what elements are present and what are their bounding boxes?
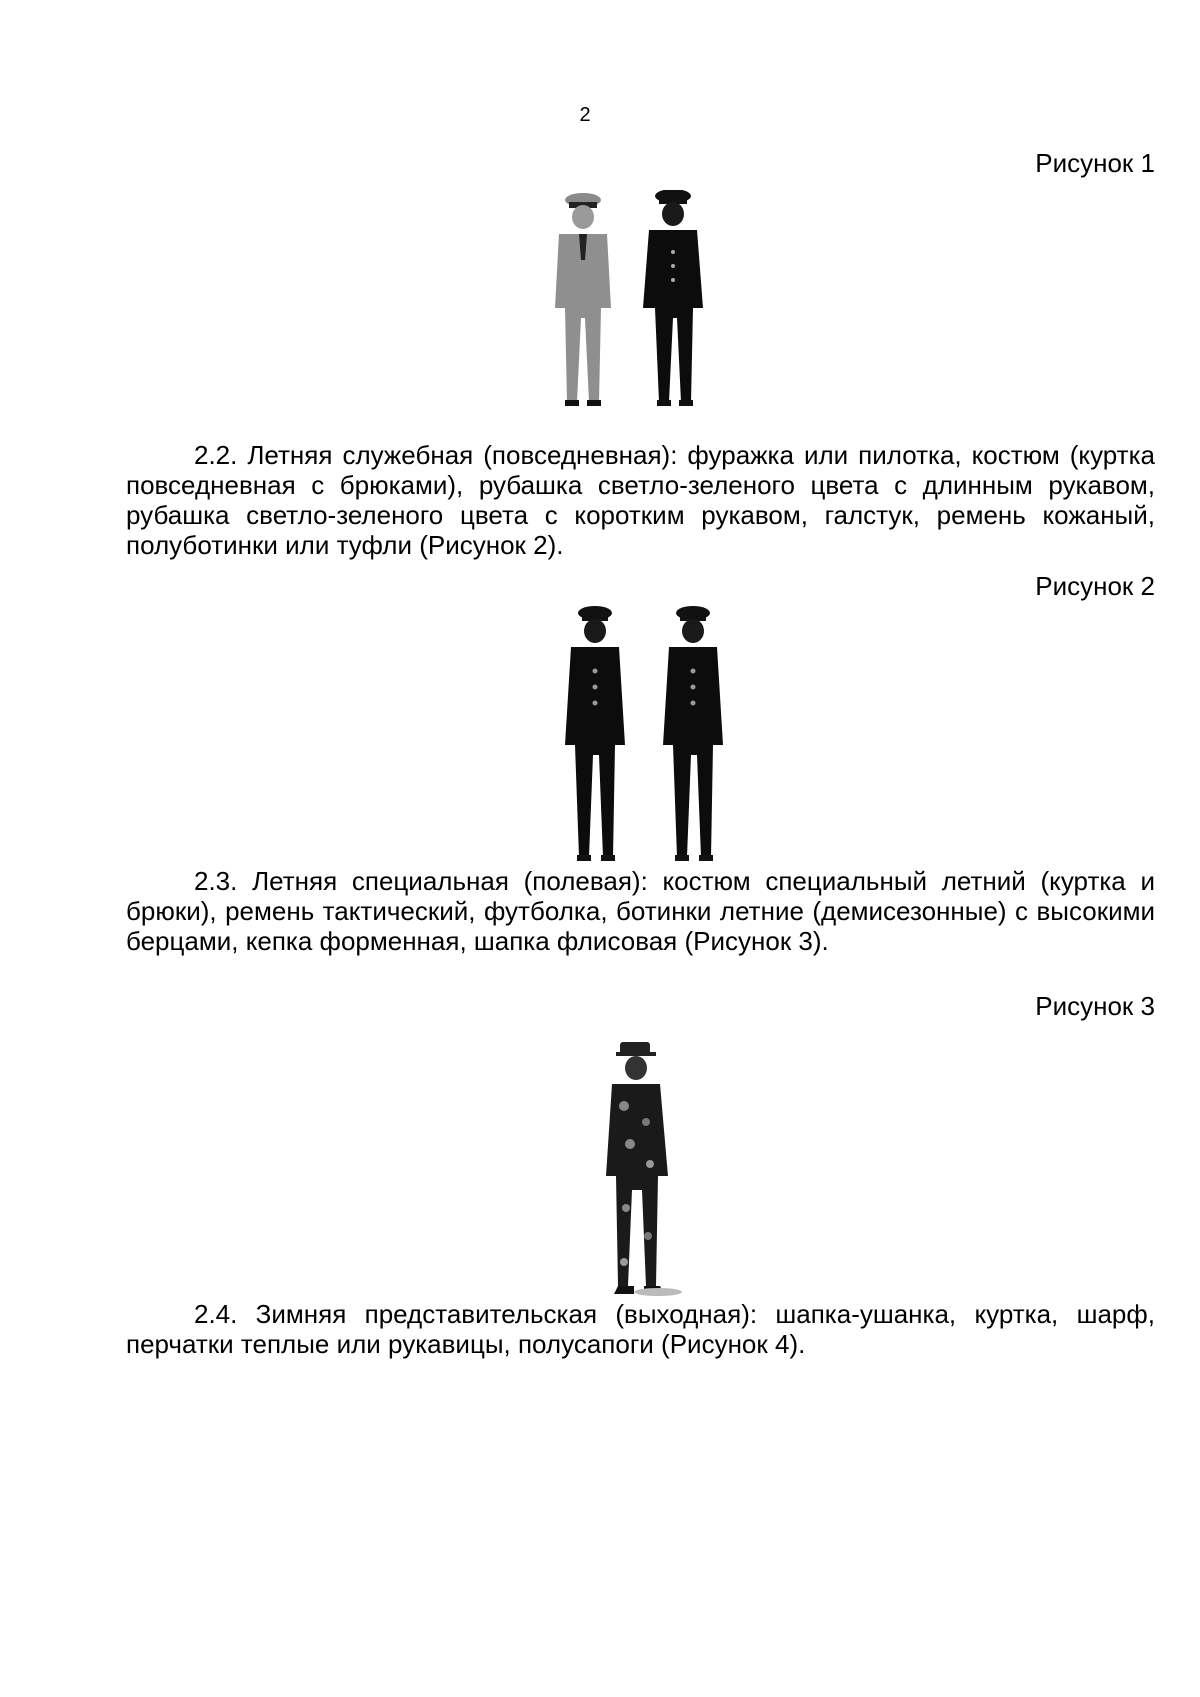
officer-gray-suit-figure	[555, 193, 611, 406]
paragraph-2-2: 2.2. Летняя служебная (повседневная): фуражка или пилотка, костюм (куртка повседневная с брюками), рубашка светло-зеленого цвета с длинным рукавом, рубашка светло-зеленого цвета с коротким рукавом, галстук, ремень кожаный, полуботинки или туфли (Рисунок 2).	[126, 440, 1155, 560]
page-number: 2	[579, 104, 591, 126]
officer-right-dark-uniform-figure	[663, 606, 723, 861]
officer-left-dark-uniform-figure	[565, 606, 625, 861]
figure-1-image	[545, 190, 725, 410]
paragraph-2-3: 2.3. Летняя специальная (полевая): костюм специальный летний (куртка и брюки), ремень тактический, футболка, ботинки летние (демисезонные) с высокими берцами, кепка форменная, шапка флисовая (Рисунок 3).	[126, 866, 1155, 956]
uniform-figure-3-illustration	[598, 1040, 688, 1300]
figure-2-image	[555, 605, 745, 865]
figure-3-image	[598, 1040, 688, 1300]
figure-1-caption: Рисунок 1	[1035, 148, 1155, 178]
figure-3-caption: Рисунок 3	[1035, 991, 1155, 1021]
figure-2-caption: Рисунок 2	[1035, 571, 1155, 601]
officer-dark-uniform-figure	[643, 190, 703, 406]
uniform-figure-2-illustration	[555, 605, 745, 865]
paragraph-2-4: 2.4. Зимняя представительская (выходная): шапка-ушанка, куртка, шарф, перчатки теплые или рукавицы, полусапоги (Рисунок 4).	[126, 1299, 1155, 1359]
soldier-field-camouflage-figure	[606, 1042, 682, 1296]
uniform-figure-1-illustration	[545, 190, 725, 410]
